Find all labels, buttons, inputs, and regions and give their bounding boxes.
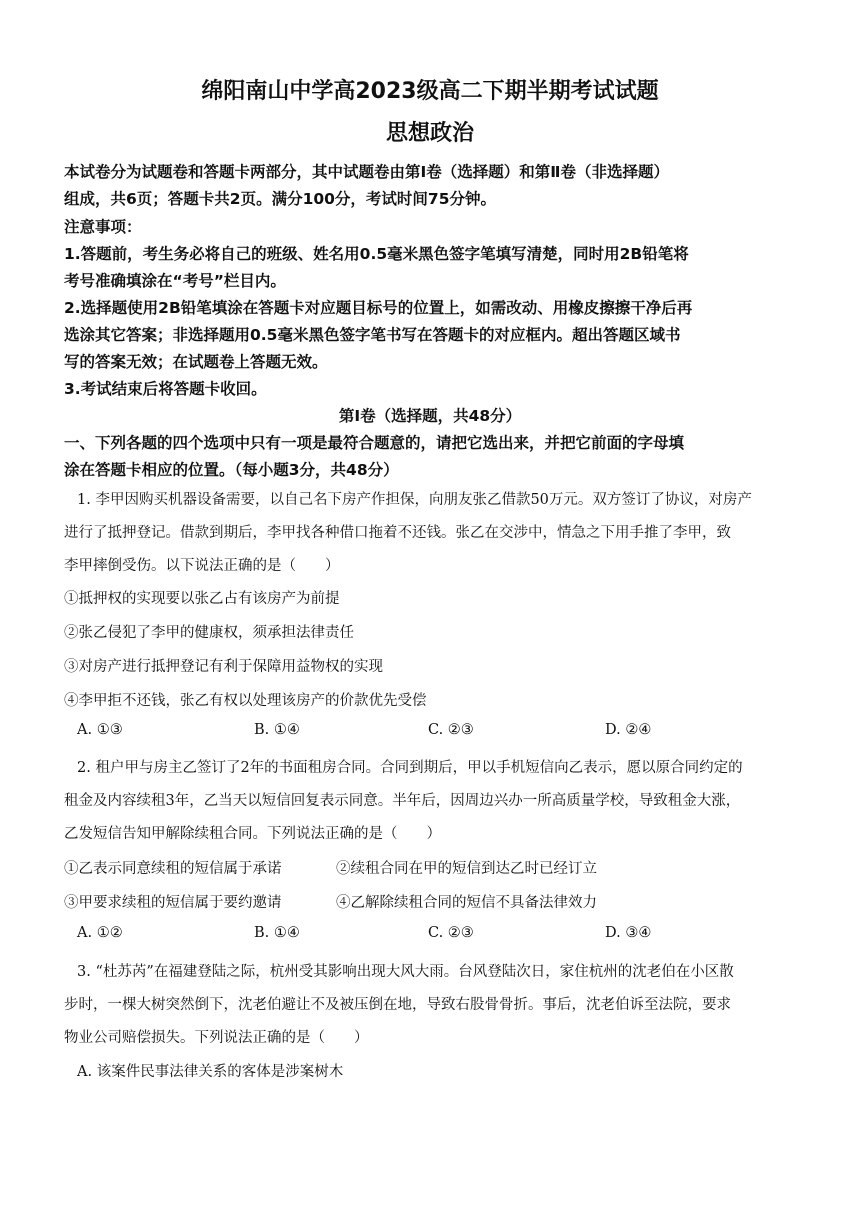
q1-option-d: D. ②④ xyxy=(605,722,652,738)
q1-item-2: ②张乙侵犯了李甲的健康权，须承担法律责任 xyxy=(64,625,354,641)
section-title: 第Ⅰ卷（选择题，共48分） xyxy=(338,407,522,425)
section-instruction-2: 涂在答题卡相应的位置。（每小题3分，共48分） xyxy=(64,461,399,479)
notice-line-2: 考号准确填涂在“考号”栏目内。 xyxy=(64,272,286,290)
q2-item-3: ③甲要求续租的短信属于要约邀请 xyxy=(64,895,282,911)
q2-stem-1: 2. 租户甲与房主乙签订了2年的书面租房合同。合同到期后，甲以手机短信向乙表示，愿以原合同约定的 xyxy=(77,760,743,776)
intro-line-1: 本试卷分为试题卷和答题卡两部分，其中试题卷由第Ⅰ卷（选择题）和第Ⅱ卷（非选择题） xyxy=(64,163,669,181)
notice-line-5: 写的答案无效；在试题卷上答题无效。 xyxy=(64,353,328,371)
q1-stem-2: 进行了抵押登记。借款到期后，李甲找各种借口拖着不还钱。张乙在交涉中，情急之下用手推了李甲，致 xyxy=(64,525,731,541)
q3-stem-2: 步时，一棵大树突然倒下，沈老伯避让不及被压倒在地，导致右股骨骨折。事后，沈老伯诉至法院，要求 xyxy=(64,997,731,1013)
q1-option-b: B. ①④ xyxy=(254,722,300,738)
q2-option-c: C. ②③ xyxy=(428,925,474,941)
subject-title: 思想政治 xyxy=(385,121,474,146)
q1-stem-3: 李甲摔倒受伤。以下说法正确的是（ ） xyxy=(64,558,340,574)
q2-item-2: ②续租合同在甲的短信到达乙时已经订立 xyxy=(336,861,597,877)
notice-heading: 注意事项： xyxy=(64,218,142,236)
notice-line-6: 3.考试结束后将答题卡收回。 xyxy=(64,380,267,398)
q1-item-4: ④李甲拒不还钱，张乙有权以处理该房产的价款优先受偿 xyxy=(64,693,427,709)
intro-line-2: 组成，共6页；答题卡共2页。满分100分，考试时间75分钟。 xyxy=(64,190,496,208)
notice-line-1: 1.答题前，考生务必将自己的班级、姓名用0.5毫米黑色签字笔填写清楚，同时用2B铅笔将 xyxy=(64,245,689,263)
q2-option-d: D. ③④ xyxy=(605,925,652,941)
q2-item-1: ①乙表示同意续租的短信属于承诺 xyxy=(64,861,282,877)
q2-option-a: A. ①② xyxy=(77,925,123,941)
notice-line-4: 选涂其它答案；非选择题用0.5毫米黑色签字笔书写在答题卡的对应框内。超出答题区域书 xyxy=(64,326,681,344)
exam-title: 绵阳南山中学高2023级高二下期半期考试试题 xyxy=(201,79,659,104)
q3-option-a: A. 该案件民事法律关系的客体是涉案树木 xyxy=(77,1064,344,1080)
q2-stem-3: 乙发短信告知甲解除续租合同。下列说法正确的是（ ） xyxy=(64,826,441,842)
q2-item-4: ④乙解除续租合同的短信不具备法律效力 xyxy=(336,895,597,911)
q2-option-b: B. ①④ xyxy=(254,925,300,941)
notice-line-3: 2.选择题使用2B铅笔填涂在答题卡对应题目标号的位置上，如需改动、用橡皮擦擦干净后再 xyxy=(64,299,693,317)
q3-stem-3: 物业公司赔偿损失。下列说法正确的是（ ） xyxy=(64,1030,369,1046)
section-instruction-1: 一、下列各题的四个选项中只有一项是最符合题意的，请把它选出来，并把它前面的字母填 xyxy=(64,434,685,452)
q1-item-1: ①抵押权的实现要以张乙占有该房产为前提 xyxy=(64,591,340,607)
q1-item-3: ③对房产进行抵押登记有利于保障用益物权的实现 xyxy=(64,659,383,675)
q1-option-a: A. ①③ xyxy=(77,722,123,738)
q1-stem-1: 1. 李甲因购买机器设备需要，以自己名下房产作担保，向朋友张乙借款50万元。双方签订了协议，对房产 xyxy=(77,492,752,508)
q1-option-c: C. ②③ xyxy=(428,722,474,738)
q2-stem-2: 租金及内容续租3年，乙当天以短信回复表示同意。半年后，因周边兴办一所高质量学校，导致租金大涨， xyxy=(64,793,741,809)
q3-stem-1: 3. “杜苏芮”在福建登陆之际，杭州受其影响出现大风大雨。台风登陆次日，家住杭州的沈老伯在小区散 xyxy=(77,964,734,980)
